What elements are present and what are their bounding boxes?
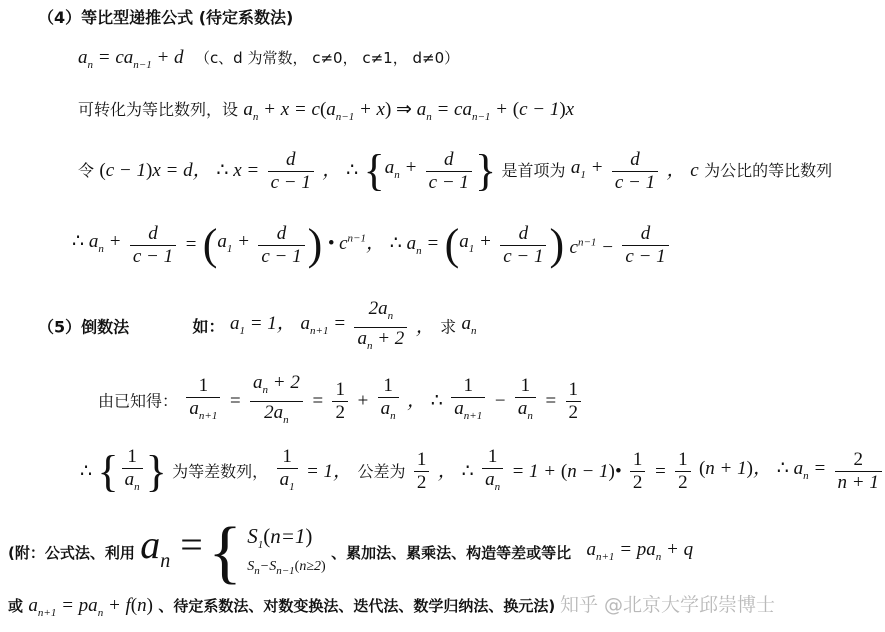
appendix-methods-2: 、待定系数法、对数变换法、迭代法、数学归纳法、换元法) xyxy=(158,597,556,615)
arith-text: 为等差数列， xyxy=(172,461,269,481)
section-heading-5: （5）倒数法 xyxy=(38,317,130,337)
given-text: 由已知得： xyxy=(98,391,179,411)
appendix-prefix: (附：公式法、利用 xyxy=(8,544,135,562)
transform-line: 可转化为等比数列，设 $a_n + x = c(a_{n-1} + x)$ ⇒ $a_n = ca_{n-1} + (c - 1)x$ xyxy=(78,99,575,123)
appendix-methods-1: 、累加法、累乘法、构造等差或等比 xyxy=(331,544,572,562)
therefore-line: ∴ $a_n$ + $\frac{d}{c - 1}$ = ($a_1$ + $\frac{d}{c - 1}$ ) • $c^{n-1}$， ∴ $a_n = (a_1$ + $\frac{d}{c - 1}$ ) $c^{n-1}$ − $\frac{d}{c - 1}$ xyxy=(72,222,672,276)
section-heading-4: （4）等比型递推公式 (待定系数法) xyxy=(38,8,294,27)
recurrence-condition: （c、d 为常数， c≠0， c≠1， d≠0） xyxy=(194,49,460,67)
appendix-line-2: 或 $a_{n+1} = pa_n + f(n)$ 、待定系数法、对数变换法、迭代法、数学归纳法、换元法) xyxy=(8,595,556,619)
let-line: 令 (c − 1)x = d， ∴ x = $\frac{d}{c - 1}$ ， ∴ {$a_n$ + $\frac{d}{c - 1}$ } 是首项为 $a_1$ + $\frac{d}{c - 1}$ ， c 为公比的等比数列 xyxy=(78,146,833,195)
ratio-text: 为公比的等比数列 xyxy=(704,161,833,180)
given-line: 由已知得： $\frac{1}{a_{n+1}}$ = $\frac{a_n + 2}{2a_n}$ = $\frac{1}{2}$ + $\frac{1}{a_n}$ ， ∴ $\frac{1}{a_{n+1}}$ − $\frac{1}{a_n}$ = $\frac{1}{2}$ xyxy=(98,372,584,424)
diff-text: 公差为 xyxy=(357,461,406,481)
appendix-line: (附：公式法、利用 $a_n$ = { $S_1(n=1)$ $S_n-S_{n-1}(n\ge 2)$ 、累加法、累乘法、构造等差或等比 $a_{n+1} = pa_n + q$ xyxy=(8,514,694,591)
arithmetic-line: ∴ { $\frac{1}{a_n}$ } 为等差数列， $\frac{1}{a_1}$ = 1， 公差为 $\frac{1}{2}$ ， ∴ $\frac{1}{a_n}$ = 1 + (n − 1)• $\frac{1}{2}$ = $\frac{1}{2}$ (n + 1)， ∴ $a_n$ = $\frac{2}{n + 1}$ xyxy=(80,446,885,500)
example-label: 如： xyxy=(192,317,225,337)
watermark: 知乎 @北京大学邱崇博士 xyxy=(560,594,776,616)
fraction-d-over-c-minus-1: $\frac{d}{c - 1}$ xyxy=(268,149,314,194)
solve-text: 求 xyxy=(440,317,457,337)
section-heading-5-line: （5）倒数法 如： $a_1 = 1$， $a_{n+1}$ = $\frac{2a_n}{a_n + 2}$ ， 求 $a_n$ xyxy=(38,298,477,348)
let-text: 令 xyxy=(78,161,95,180)
appendix-or: 或 xyxy=(8,597,24,615)
recurrence-formula: $a_n = ca_{n-1} + d$ （c、d 为常数， c≠0， c≠1， d≠0） xyxy=(78,47,460,71)
transform-text: 可转化为等比数列，设 xyxy=(78,100,239,119)
cases-formula: $S_1(n=1)$ $S_n-S_{n-1}(n\ge 2)$ xyxy=(247,523,326,577)
first-term-text: 是首项为 xyxy=(501,161,566,180)
